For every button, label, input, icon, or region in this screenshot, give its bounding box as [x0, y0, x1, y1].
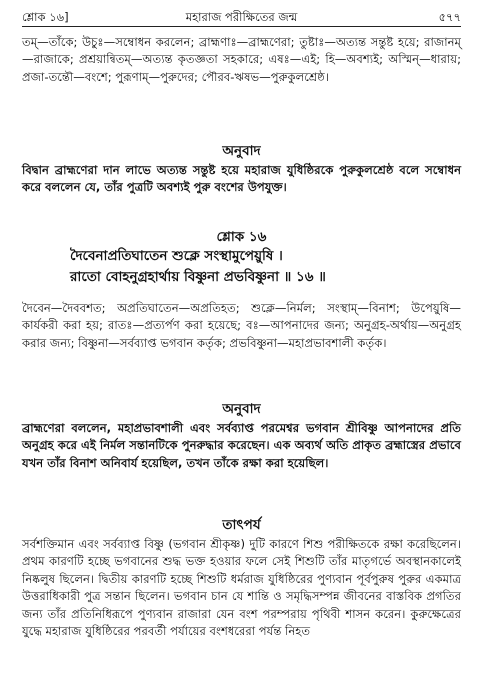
- synonyms-previous-verse: [22, 34, 461, 86]
- synonyms-text: দৈবেন—দৈববশত; অপ্রতিঘাতেন—অপ্রতিহত; শুক্লে—নির্মল; সংস্থাম্—বিনাশ; উপেয়ুষি—কার্যকরী করা হয়; রাতঃ—প্রত্যর্পণ করা হয়েছে; বঃ—আপনাদের জন্য; অনুগ্রহ-অর্থায়—অনুগ্রহ করার জন্য; বিষ্ণুনা—সর্বব্যাপ্ত ভগবান কর্তৃক; প্রভবিষ্ণুনা—মহাপ্রভাবশালী কর্তৃক।: [22, 301, 461, 350]
- purport-heading: তাৎপর্য: [222, 517, 261, 533]
- purport-text: সর্বশক্তিমান এবং সর্বব্যাপ্ত বিষ্ণু (ভগবান শ্রীকৃষ্ণ) দুটি কারণে শিশু পরীক্ষিতকে রক্ষা করেছিলেন। প্রথম কারণটি হচ্ছে ভগবানের শুদ্ধ ভক্ত হওয়ার ফলে সেই শিশুটি তাঁর মাতৃগর্ভে অবস্থানকালেই নিষ্কলুষ ছিলেন। দ্বিতীয় কারণটি হচ্ছে শিশুটি ধর্মরাজ যুধিষ্ঠিরের পুণ্যবান পূর্বপুরুষ পুরুর একমাত্র উত্তরাধিকারী পুত্র সন্তান ছিলেন। ভগবান চান যে শান্তি ও সমৃদ্ধিসম্পন্ন জীবনের বাস্তবিক প্রগতির জন্য তাঁর প্রতিনিধিরূপে পুণ্যবান রাজারা যেন বংশ পরম্পরায় পৃথিবী শাসন করেন। কুরুক্ষেত্রের যুদ্ধে মহারাজ যুধিষ্ঠিরের পরবর্তী পর্যায়ের বংশধরেরা পর্যন্ত নিহত: [22, 537, 461, 639]
- verse-line-1: দৈবেনাপ্রতিঘাতেন শুক্লে সংস্থামুপেয়ুষি ।: [70, 248, 283, 264]
- verse-heading: শ্লোক ১৬: [216, 229, 267, 245]
- page-header: [22, 6, 461, 27]
- translation-heading-2: অনুবাদ: [222, 401, 261, 417]
- translation-1: [22, 162, 461, 197]
- verse-line-2: রাতো বোহনুগ্রহার্থায় বিষ্ণুনা প্রভবিষ্ণুনা ॥ ১৬ ॥: [70, 269, 326, 285]
- translation-text: ব্রাহ্মণেরা বললেন, মহাপ্রভাবশালী এবং সর্বব্যাপ্ত পরমেশ্বর ভগবান শ্রীবিষ্ণু আপনাদের প্রতি অনুগ্রহ করে এই নির্মল সন্তানটিকে পুনরুদ্ধার করেছেন। এক অব্যর্থ অতি প্রাকৃত ব্রহ্মাস্ত্রের প্রভাবে যখন তাঁর বিনাশ অনিবার্য হয়েছিল, তখন তাঁকে রক্ষা করা হয়েছিল।: [22, 421, 461, 470]
- header-verse-reference: শ্লোক ১৬]: [22, 10, 69, 24]
- purport: [22, 536, 461, 640]
- translation-text: বিদ্বান ব্রাহ্মণেরা দান লাভে অত্যন্ত সন্তুষ্ট হয়ে মহারাজ যুধিষ্ঠিরকে পুরুকুলশ্রেষ্ঠ বলে সম্বোধন করে বললেন যে, তাঁর পুত্রটি অবশ্যই পুরু বংশের উপযুক্ত।: [22, 163, 461, 195]
- translation-2: [22, 420, 461, 472]
- synonyms-verse-16: [22, 300, 461, 352]
- header-page-number: ৫৭৭: [438, 10, 461, 24]
- synonyms-text: তম্—তাঁকে; উচুঃ—সম্বোধন করলেন; ব্রাহ্মণাঃ—ব্রাহ্মণেরা; তুষ্টাঃ—অত্যন্ত সন্তুষ্ট হয়ে; রাজানম্—রাজাকে; প্রশ্রয়ান্বিতম্—অত্যন্ত কৃতজ্ঞতা সহকারে; এষঃ—এই; হি—অবশ্যই; অস্মিন্—ধারায়; প্রজা-তন্তৌ—বংশে; পুরূণাম্—পুরুদের; পৌরব-ঋষভ—পুরুকুলশ্রেষ্ঠ।: [22, 35, 461, 84]
- translation-heading-1: অনুবাদ: [222, 143, 261, 159]
- header-chapter-title: মহারাজ পরীক্ষিতের জন্ম: [185, 10, 298, 24]
- sanskrit-verse: [70, 246, 443, 288]
